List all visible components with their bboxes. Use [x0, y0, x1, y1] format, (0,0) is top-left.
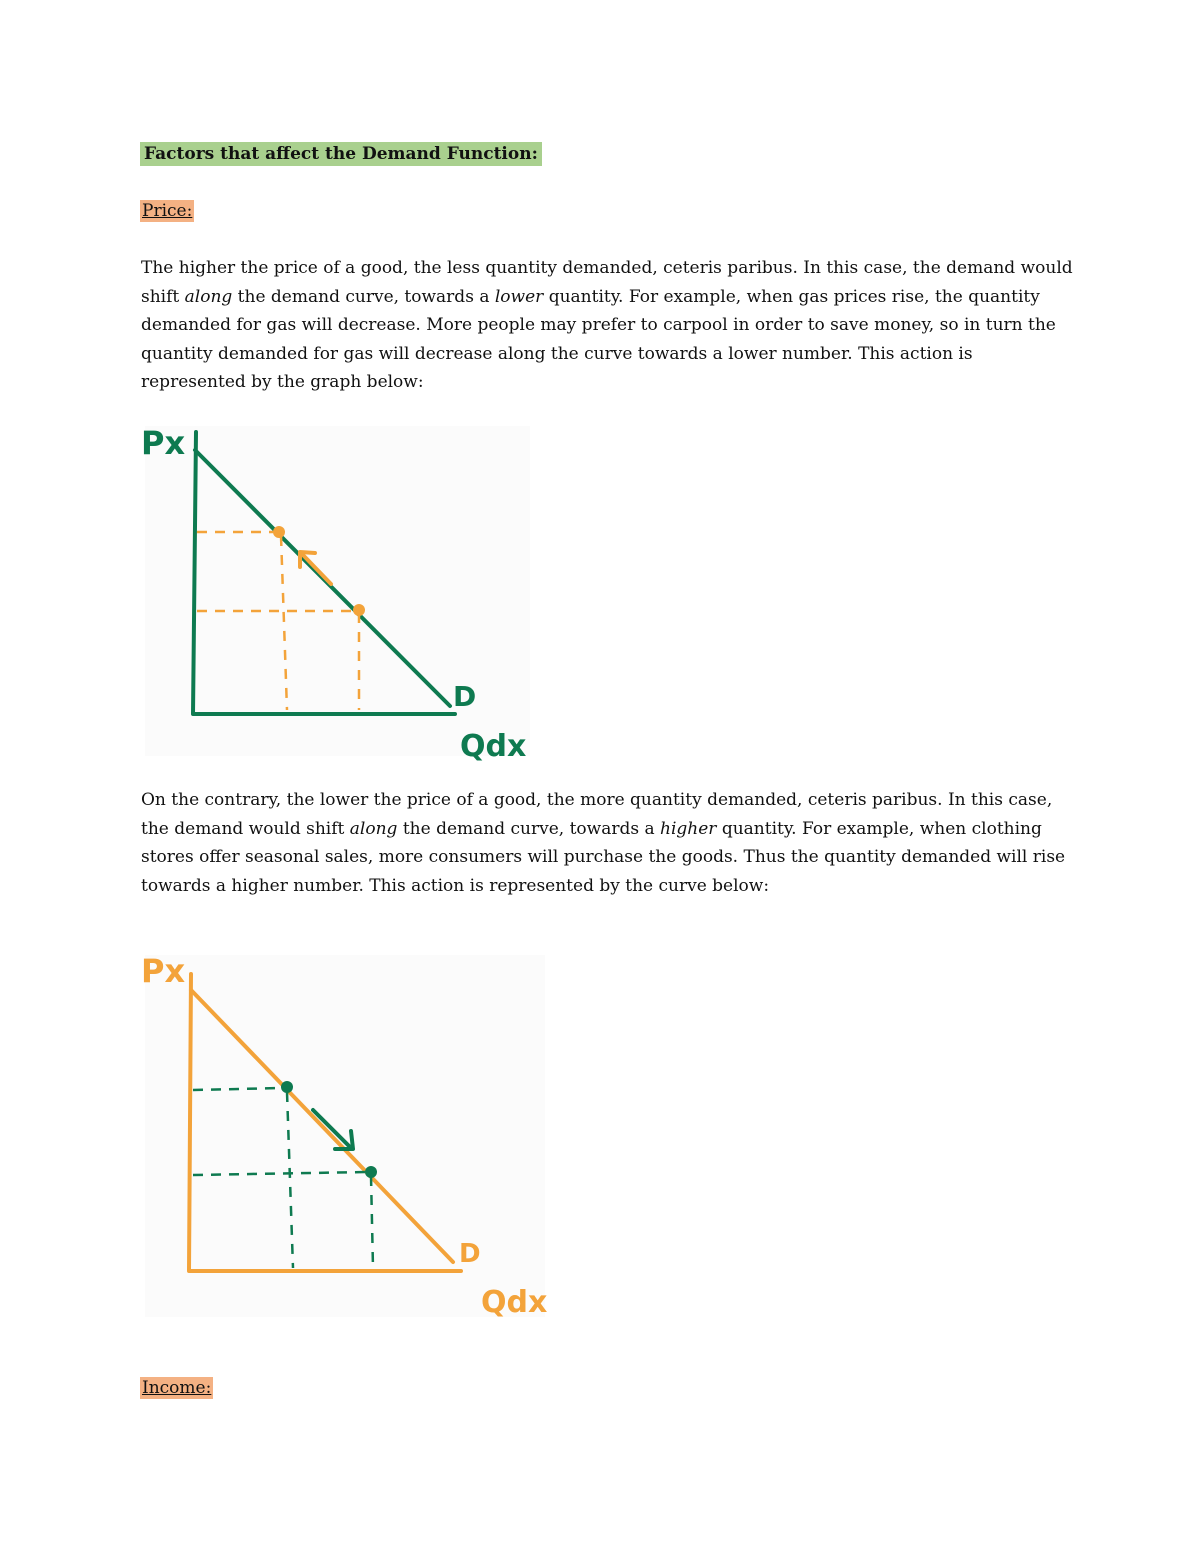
section-label-price: Price:	[142, 201, 193, 221]
paragraph-text: the demand curve, towards a	[397, 818, 661, 839]
demand-graph-price-decrease	[135, 950, 555, 1325]
y-axis-label: Px	[141, 952, 186, 990]
graph-background	[145, 955, 545, 1317]
demand-point-before	[281, 1081, 293, 1093]
demand-point-after	[353, 604, 365, 616]
emphasis-along: along	[184, 286, 233, 307]
emphasis-higher: higher	[660, 818, 717, 839]
paragraph-text: the demand curve, towards a	[232, 286, 495, 307]
paragraph-text: The higher the price of a good, the less quantity demanded, ceteris paribus. In this case, the demand would shift	[141, 258, 1073, 307]
emphasis-lower: lower	[494, 286, 544, 307]
demand-graph-svg	[135, 950, 555, 1325]
demand-curve-label: D	[459, 1239, 481, 1269]
paragraph-price-rise	[141, 254, 1081, 397]
page-title: Factors that affect the Demand Function:	[140, 142, 542, 166]
y-axis-label: Px	[141, 424, 186, 462]
section-label-income: Income:	[142, 1378, 212, 1398]
paragraph-text: quantity. For example, when clothing stores offer seasonal sales, more consumers will purchase the goods. Thus the quantity demanded will rise towards a higher number. This action is represented by the curve below:	[141, 818, 1066, 896]
demand-graph-price-increase	[135, 418, 535, 763]
demand-curve-label: D	[453, 680, 477, 713]
demand-graph-svg	[135, 418, 535, 763]
paragraph-text: quantity. For example, when gas prices rise, the quantity demanded for gas will decrease. More people may prefer to carpool in order to save money, so in turn the quantity demanded for gas will decrease along the curve towards a lower number. This action is represented by the graph below:	[141, 286, 1056, 393]
paragraph-price-fall	[141, 786, 1081, 900]
emphasis-along: along	[349, 818, 398, 839]
paragraph-text: On the contrary, the lower the price of a good, the more quantity demanded, ceteris paribus. In this case, the demand would shift	[141, 790, 1053, 839]
x-axis-label: Qdx	[460, 729, 527, 763]
demand-point-before	[273, 526, 285, 538]
demand-point-after	[365, 1166, 377, 1178]
x-axis-label: Qdx	[481, 1285, 548, 1320]
